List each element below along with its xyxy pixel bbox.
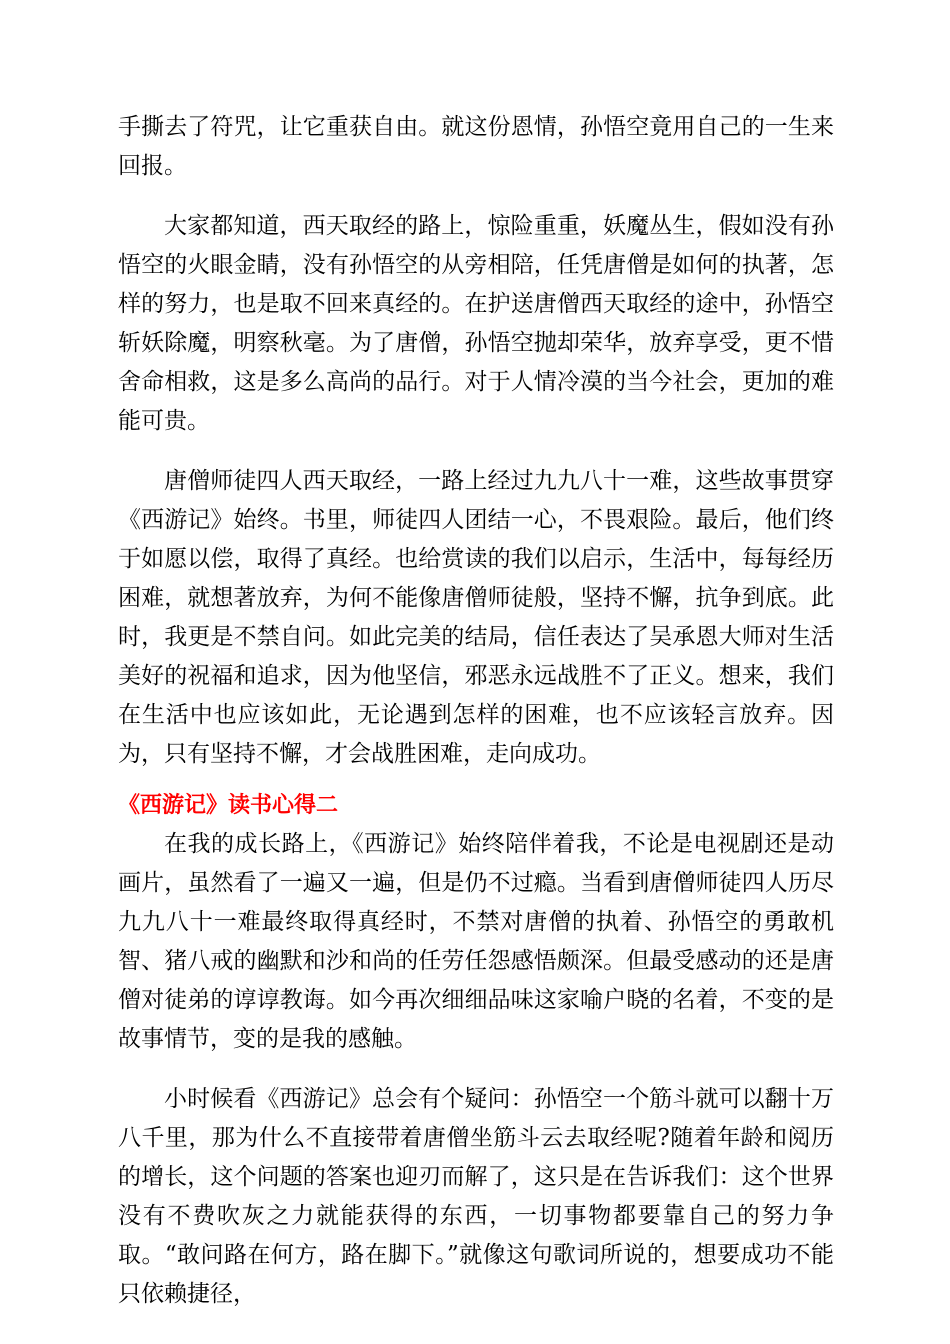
paragraph-childhood-question: 小时候看《西游记》总会有个疑问：孙悟空一个筋斗就可以翻十万八千里，那为什么不直接带着唐僧坐筋斗云去取经呢?随着年龄和阅历的增长，这个问题的答案也迎刃而解了，这只是在告诉我们：这个世界没有不费吹灰之力就能获得的东西，一切事物都要靠自己的努力争取。“敢问路在何方，路在脚下。”就像这句歌词所说的，想要成功不能只依赖捷径， bbox=[118, 1086, 834, 1307]
paragraph-journey-dangers: 大家都知道，西天取经的路上，惊险重重，妖魔丛生，假如没有孙悟空的火眼金睛，没有孙悟空的从旁相陪，任凭唐僧是如何的执著，怎样的努力，也是取不回来真经的。在护送唐僧西天取经的途中，孙悟空斩妖除魔，明察秋毫。为了唐僧，孙悟空抛却荣华，放弃享受，更不惜舍命相救，这是多么高尚的品行。对于人情冷漠的当今社会，更加的难能可贵。 bbox=[118, 213, 834, 434]
section-title: 《西游记》读书心得二 bbox=[118, 793, 339, 818]
paragraph-continued: 手撕去了符咒，让它重获自由。就这份恩情，孙悟空竟用自己的一生来回报。 bbox=[118, 114, 834, 179]
paragraph-eighty-one-trials: 唐僧师徒四人西天取经，一路上经过九九八十一难，这些故事贯穿《西游记》始终。书里，师徒四人团结一心，不畏艰险。最后，他们终于如愿以偿，取得了真经。也给赏读的我们以启示，生活中，每每经历困难，就想著放弃，为何不能像唐僧师徒般，坚持不懈，抗争到底。此时，我更是不禁自问。如此完美的结局，信任表达了吴承恩大师对生活美好的祝福和追求，因为他坚信，邪恶永远战胜不了正义。想来，我们在生活中也应该如此，无论遇到怎样的困难，也不应该轻言放弃。因为，只有坚持不懈，才会战胜困难，走向成功。 bbox=[118, 468, 834, 767]
document-page bbox=[118, 108, 834, 1335]
paragraph-growing-up: 在我的成长路上，《西游记》始终陪伴着我，不论是电视剧还是动画片，虽然看了一遍又一遍，但是仍不过瘾。当看到唐僧师徒四人历尽九九八十一难最终取得真经时，不禁对唐僧的执着、孙悟空的勇敢机智、猪八戒的幽默和沙和尚的任劳任怨感悟颇深。但最受感动的还是唐僧对徒弟的谆谆教诲。如今再次细细品味这家喻户晓的名着，不变的是故事情节，变的是我的感触。 bbox=[118, 831, 834, 1052]
